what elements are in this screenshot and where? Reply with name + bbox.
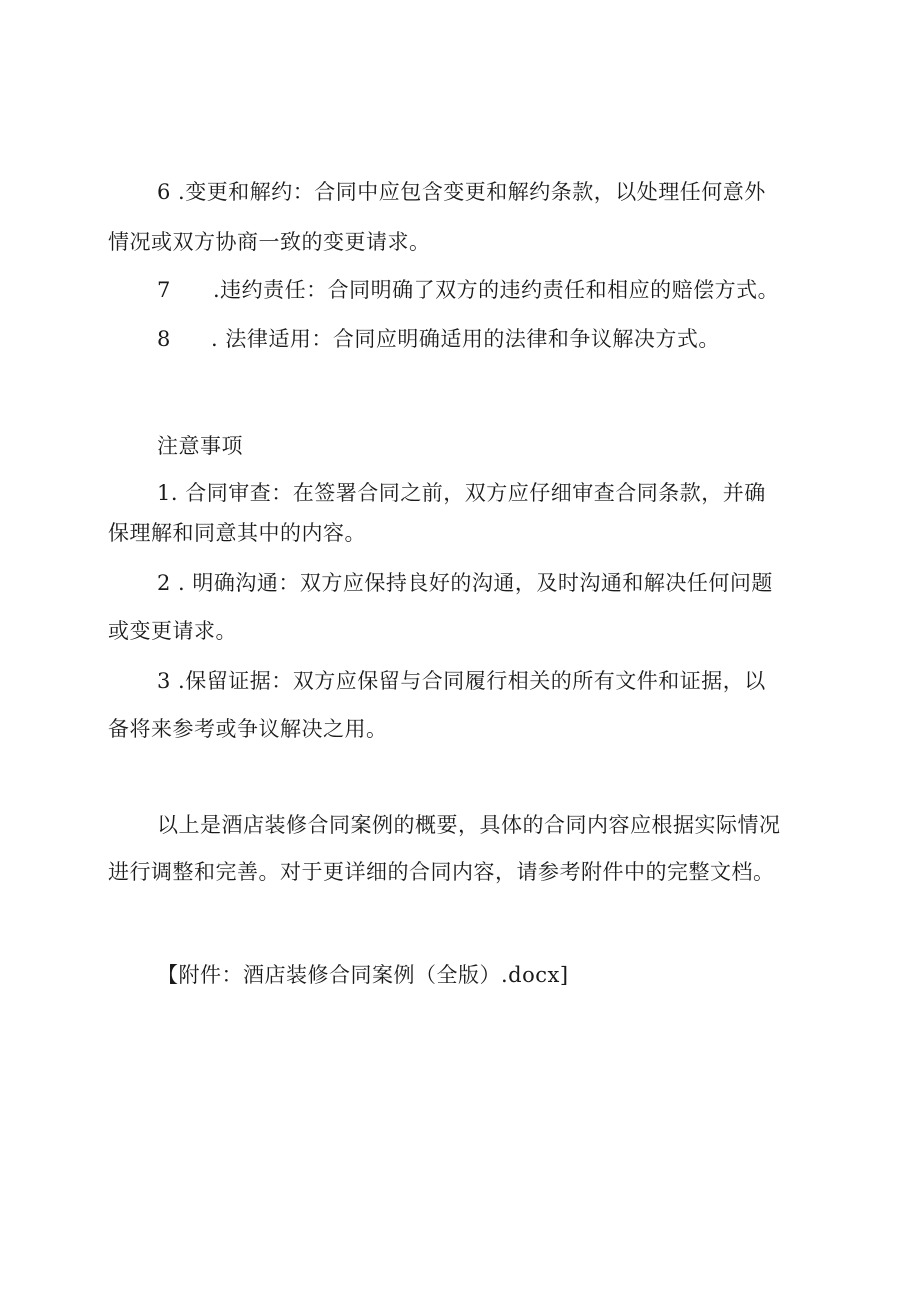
attachment-reference: 【附件：酒店装修合同案例（全版）.docx] [157, 963, 569, 987]
item8-text: . 法律适用：合同应明确适用的法律和争议解决方式。 [211, 327, 720, 351]
note3-line1: 3 .保留证据：双方应保留与合同履行相关的所有文件和证据，以 [157, 669, 766, 693]
item7-text: .违约责任：合同明确了双方的违约责任和相应的赔偿方式。 [213, 278, 780, 302]
note2-line1: 2 . 明确沟通：双方应保持良好的沟通，及时沟通和解决任何问题 [157, 571, 773, 595]
summary-line2: 进行调整和完善。对于更详细的合同内容，请参考附件中的完整文档。 [108, 860, 775, 884]
notes-heading: 注意事项 [157, 434, 243, 458]
item6-line2: 情况或双方协商一致的变更请求。 [108, 230, 431, 254]
item8 [157, 324, 720, 354]
note1-line1: 1. 合同审查：在签署合同之前，双方应仔细审查合同条款，并确 [157, 481, 766, 505]
note3-line2: 备将来参考或争议解决之用。 [108, 717, 388, 741]
item8-number: 8 [157, 327, 171, 351]
item7-number: 7 [157, 278, 171, 302]
note1-line2: 保理解和同意其中的内容。 [108, 521, 366, 545]
item6-line1: 6 .变更和解约：合同中应包含变更和解约条款，以处理任何意外 [157, 180, 766, 204]
item7 [157, 275, 779, 305]
summary-line1: 以上是酒店装修合同案例的概要，具体的合同内容应根据实际情况 [157, 813, 781, 837]
note2-line2: 或变更请求。 [108, 619, 237, 643]
